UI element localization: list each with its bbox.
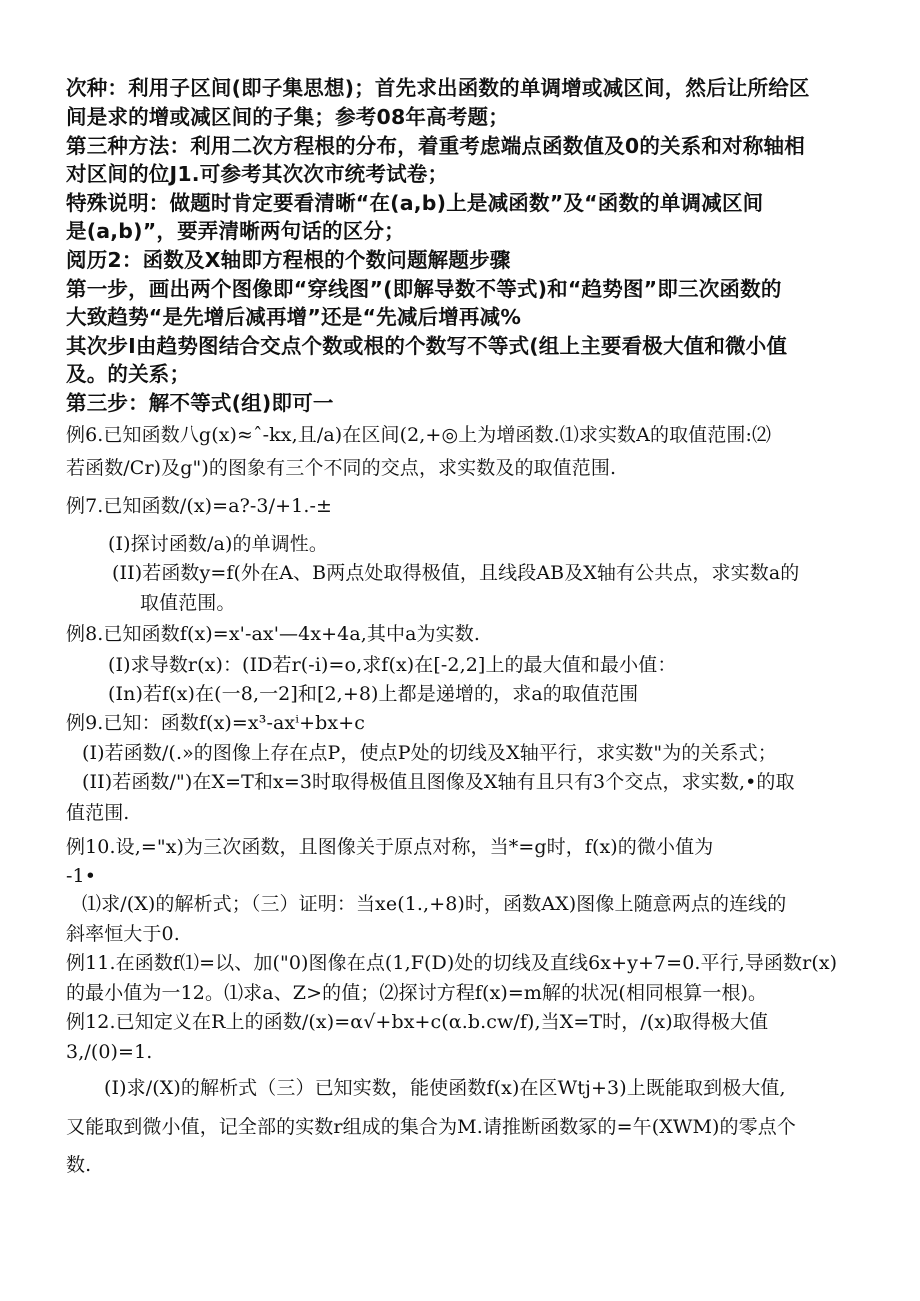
- text-line: 3,/(0)=1.: [66, 1041, 153, 1063]
- text-line: (In)若f(x)在(一8,一2]和[2,+8)上都是递增的，求a的取值范围: [108, 683, 639, 705]
- text-line: 例11.在函数f⑴=以、加("0)图像在点(1,F(D)处的切线及直线6x+y+7=0.平行,导函数r(x): [66, 952, 838, 974]
- text-line: 大致趋势“是先增后减再增”还是“先减后增再减%: [66, 305, 522, 329]
- text-line: 数.: [66, 1154, 92, 1176]
- text-line: 又能取到微小值，记全部的实数r组成的集合为M.请推断函数冢的=午(XWM)的零点个: [66, 1116, 796, 1138]
- text-line: (I)探讨函数/a)的单调性。: [108, 533, 328, 555]
- text-line: 若函数/Cr)及g")的图象有三个不同的交点，求实数及的取值范围.: [66, 457, 617, 479]
- text-line: 及。的关系；: [66, 362, 191, 386]
- text-line: 例6.已知函数八g(x)≈ˆ-kx,且/a)在区间(2,+◎上为增函数.⑴求实数A的取值范围:⑵: [66, 424, 772, 446]
- text-line: (I)求导数r(x)：(ID若r(-i)=o,求f(x)在[-2,2]上的最大值和最小值：: [108, 654, 677, 676]
- text-line: 是(a,b)”，要弄清晰两句话的区分；: [66, 219, 405, 243]
- text-line: 例8.已知函数f(x)=x'-ax'—4x+4a,其中a为实数.: [66, 623, 480, 645]
- text-line: 第三步：解不等式(组)即可一: [66, 391, 334, 415]
- text-line: 的最小值为一12。⑴求a、Z>的值；⑵探讨方程f(x)=m解的状况(相同根算一根)。: [66, 982, 768, 1004]
- text-line: 次种：利用子区间(即子集思想)；首先求出函数的单调增或减区间，然后让所给区: [66, 76, 810, 100]
- text-line: 间是求的增或减区间的子集；参考08年高考题；: [66, 105, 509, 129]
- text-line: ⑴求/(X)的解析式；（三）证明：当xe(1.,+8)时，函数AX)图像上随意两点的连线的: [82, 893, 787, 915]
- text-line: 例10.设,="x)为三次函数，且图像关于原点对称，当*=g时，f(x)的微小值为: [66, 836, 714, 858]
- text-line: 第一步，画出两个图像即“穿线图”(即解导数不等式)和“趋势图”即三次函数的: [66, 277, 782, 301]
- text-line: (II)若函数y=f(外在A、B两点处取得极值，且线段AB及X轴有公共点，求实数a的: [112, 562, 800, 584]
- text-line: 斜率恒大于0.: [66, 923, 180, 945]
- text-line: (II)若函数/")在X=T和x=3时取得极值且图像及X轴有且只有3个交点，求实数,•的取: [82, 771, 795, 793]
- text-line: 取值范围。: [140, 592, 236, 614]
- text-line: 阅历2：函数及X轴即方程根的个数问题解题步骤: [66, 248, 511, 272]
- text-line: 值范围.: [66, 802, 130, 824]
- text-line: -1•: [66, 865, 97, 887]
- text-line: 例12.已知定义在R上的函数/(x)=α√+bx+c(α.b.cw/f),当X=T时，/(x)取得极大值: [66, 1011, 769, 1033]
- text-line: 特殊说明：做题时肯定要看清晰“在(a,b)上是减函数”及“函数的单调减区间: [66, 191, 764, 215]
- text-line: (I)若函数/(.»的图像上存在点P，使点P处的切线及X轴平行，求实数"为的关系式；: [82, 742, 777, 764]
- text-line: 其次步I由趋势图结合交点个数或根的个数写不等式(组上主要看极大值和微小值: [66, 334, 788, 358]
- text-line: 例7.已知函数/(x)=a?-3/+1.-±: [66, 495, 333, 517]
- text-line: (I)求/(X)的解析式（三）已知实数，能使函数f(x)在区Wtj+3)上既能取到极大值,: [104, 1077, 786, 1099]
- text-line: 对区间的位J1.可参考其次次市统考试卷；: [66, 162, 449, 186]
- text-line: 例9.已知：函数f(x)=x³-axⁱ+bx+c: [66, 712, 365, 734]
- text-line: 第三种方法：利用二次方程根的分布，着重考虑端点函数值及0的关系和对称轴相: [66, 134, 805, 158]
